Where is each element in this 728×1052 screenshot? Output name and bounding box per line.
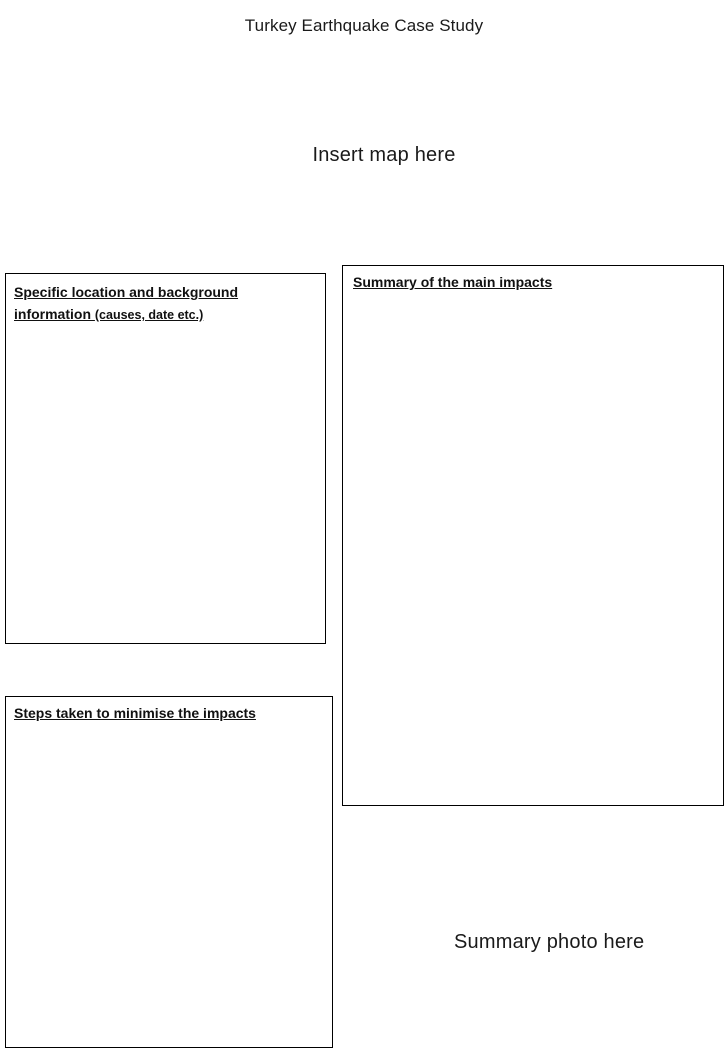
map-placeholder-text: Insert map here — [312, 144, 456, 166]
background-info-heading-main: Specific location and background information — [14, 284, 239, 322]
photo-placeholder-text: Summary photo here — [454, 931, 645, 953]
page-title: Turkey Earthquake Case Study — [244, 16, 484, 35]
steps-taken-heading: Steps taken to minimise the impacts — [14, 705, 256, 721]
main-impacts-heading: Summary of the main impacts — [353, 274, 553, 290]
background-info-box[interactable] — [5, 273, 326, 644]
steps-taken-box[interactable] — [5, 696, 333, 1048]
main-impacts-box[interactable] — [342, 265, 724, 806]
background-info-heading — [14, 281, 317, 326]
background-info-heading-note: (causes, date etc.) — [94, 308, 204, 322]
